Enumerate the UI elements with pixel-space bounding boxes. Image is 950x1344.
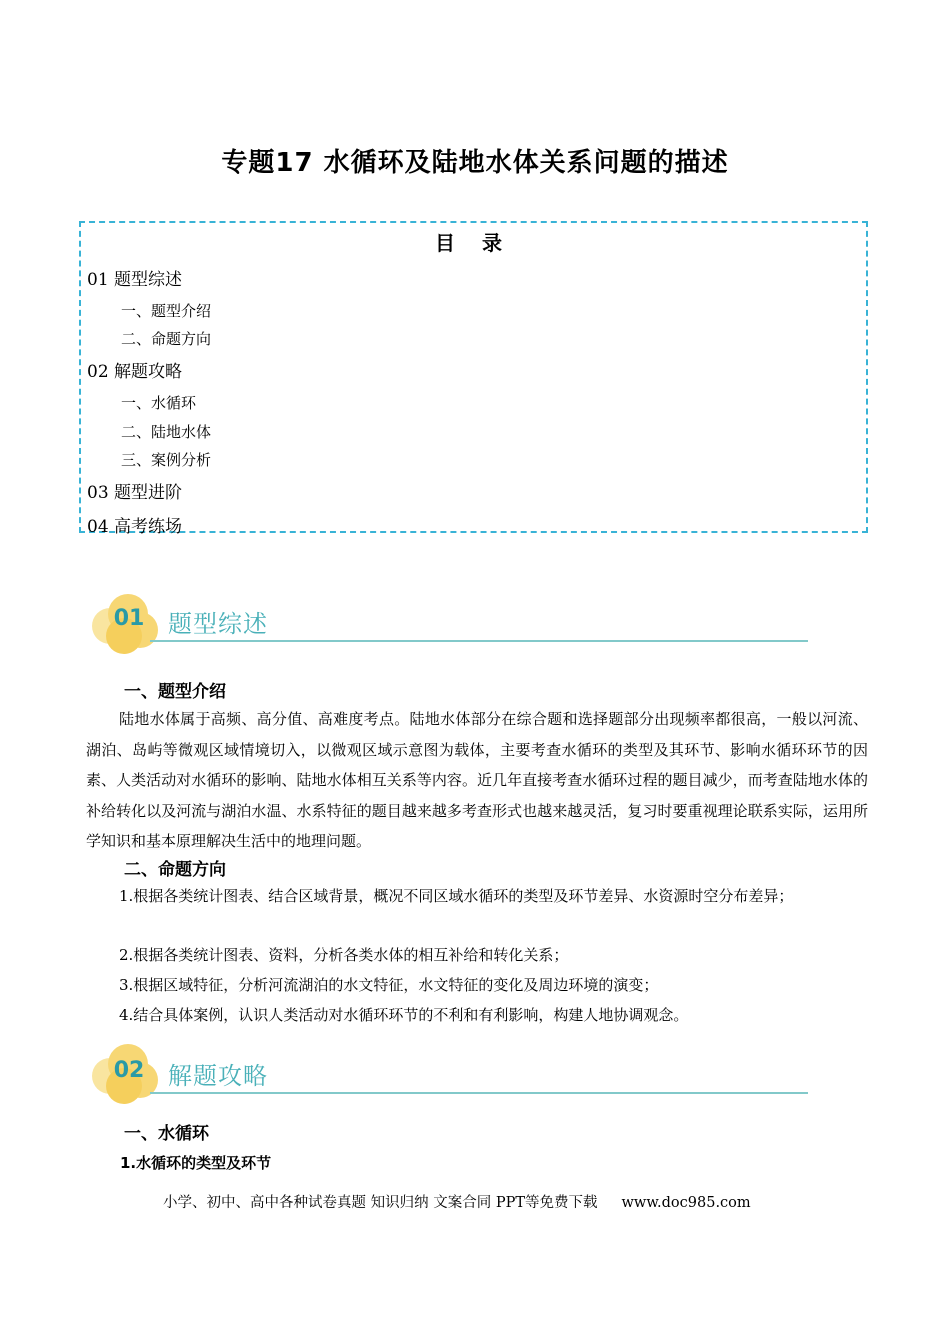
heading-intro: 一、题型介绍 xyxy=(124,682,226,702)
section-divider xyxy=(150,1092,808,1094)
section-title: 题型综述 xyxy=(168,610,268,638)
section-number: 02 xyxy=(113,1058,145,1083)
toc-sub-item[interactable]: 三、案例分析 xyxy=(121,451,212,469)
page-title: 专题17 水循环及陆地水体关系问题的描述 xyxy=(221,148,729,178)
section-divider xyxy=(150,640,808,642)
direction-item: 1.根据各类统计图表、结合区域背景，概况不同区域水循环的类型及环节差异、水资源时空分布差异； xyxy=(119,887,794,905)
toc-heading: 目 录 xyxy=(435,231,512,255)
table-of-contents xyxy=(79,221,868,537)
section-number: 01 xyxy=(113,606,145,631)
toc-sub-item[interactable]: 二、陆地水体 xyxy=(121,423,212,441)
toc-item-02[interactable]: 02 解题攻略 xyxy=(87,362,183,382)
footer-url[interactable]: www.doc985.com xyxy=(621,1195,751,1211)
section-banner-01 xyxy=(88,590,813,660)
toc-sub-item[interactable]: 一、题型介绍 xyxy=(121,302,212,320)
heading-water-cycle: 一、水循环 xyxy=(124,1124,209,1144)
direction-item: 4.结合具体案例，认识人类活动对水循环环节的不利和有利影响，构建人地协调观念。 xyxy=(119,1006,689,1024)
toc-item-01[interactable]: 01 题型综述 xyxy=(87,270,183,290)
toc-sub-item[interactable]: 一、水循环 xyxy=(121,394,197,412)
direction-item: 2.根据各类统计图表、资料，分析各类水体的相互补给和转化关系； xyxy=(119,946,569,964)
section-title: 解题攻略 xyxy=(168,1062,268,1090)
heading-direction: 二、命题方向 xyxy=(124,860,226,880)
toc-sub-item[interactable]: 二、命题方向 xyxy=(121,330,212,348)
section-banner-02 xyxy=(88,1040,813,1110)
page-footer xyxy=(163,1191,751,1212)
toc-item-04[interactable]: 04 高考练场 xyxy=(87,517,183,537)
toc-item-03[interactable]: 03 题型进阶 xyxy=(87,483,183,503)
direction-item: 3.根据区域特征，分析河流湖泊的水文特征，水文特征的变化及周边环境的演变； xyxy=(119,976,659,994)
footer-text: 小学、初中、高中各种试卷真题 知识归纳 文案合同 PPT等免费下载 xyxy=(163,1195,598,1211)
subheading-water-cycle-types: 1.水循环的类型及环节 xyxy=(120,1154,272,1172)
intro-paragraph: 陆地水体属于高频、高分值、高难度考点。陆地水体部分在综合题和选择题部分出现频率都很高，一般以河流、湖泊、岛屿等微观区域情境切入，以微观区域示意图为载体，主要考查水循环的类型及其环节、影响水循环环节的因素、人类活动对水循环的影响、陆地水体相互关系等内容。近几年直接考查水循环过程的题目减少，而考查陆地水体的补给转化以及河流与湖泊水温、水系特征的题目越来越多考查形式也越来越灵活，复习时要重视理论联系实际，运用所学知识和基本原理解决生活中的地理问题。 xyxy=(86,710,868,850)
